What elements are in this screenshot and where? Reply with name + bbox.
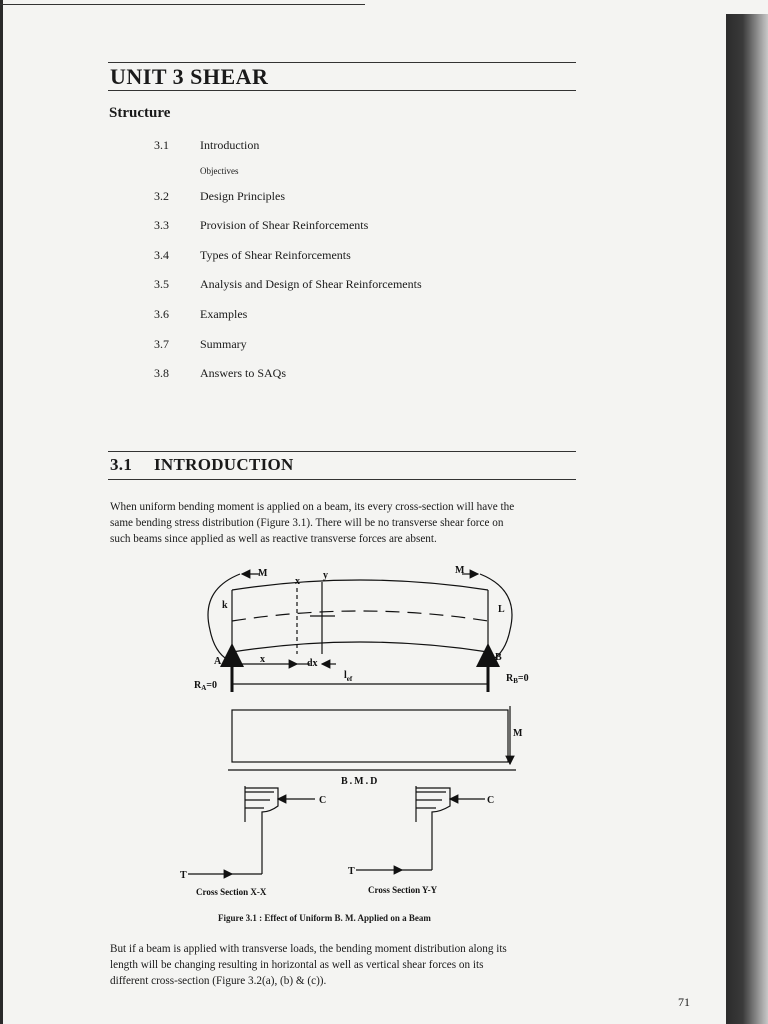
toc-title: Summary [200, 337, 247, 351]
toc-title: Introduction [200, 138, 260, 152]
figure-3-1 [170, 560, 550, 905]
moment-arc-left [208, 574, 240, 662]
section-rule-bottom [108, 479, 576, 480]
label-l: L [498, 604, 505, 615]
label-x: x [295, 576, 300, 587]
section-heading [110, 455, 294, 475]
label-effective-length: $l_{ef}$ [344, 670, 353, 683]
scan-binding-edge [726, 14, 768, 1024]
toc-number: 3.4 [154, 248, 169, 262]
toc-number: 3.8 [154, 366, 169, 380]
paragraph-line: But if a beam is applied with transverse loads, the bending moment distribution along its [110, 943, 507, 955]
section-xx-profile [245, 788, 278, 852]
toc-title: Design Principles [200, 189, 285, 203]
label-tension-right: T [348, 866, 355, 877]
label-compression-right: C [487, 795, 495, 806]
label-reaction-a: $R_A=0$ [194, 680, 217, 692]
paragraph-line: When uniform bending moment is applied on a beam, its every cross-section will have the [110, 501, 515, 513]
toc-subtitle: Objectives [200, 166, 239, 176]
scan-left-edge [0, 0, 3, 1024]
section-title: INTRODUCTION [154, 455, 294, 474]
title-rule-top [108, 62, 576, 63]
top-rule [0, 4, 365, 5]
label-y: y [323, 570, 328, 581]
section-number: 3.1 [110, 455, 133, 474]
label-a: A [214, 656, 222, 667]
label-k: k [222, 600, 228, 611]
beam-diagram [170, 560, 550, 905]
section-rule-top [108, 451, 576, 452]
body-paragraph [110, 941, 580, 989]
label-reaction-b: $R_B=0$ [506, 673, 529, 685]
label-moment-left: M [258, 568, 268, 579]
paragraph-line: such beams since applied as well as reactive transverse forces are absent. [110, 533, 437, 545]
section-yy-profile [416, 788, 450, 852]
label-cross-section-xx: Cross Section X-X [196, 887, 267, 897]
label-compression-left: C [319, 795, 327, 806]
page-number: 71 [678, 995, 690, 1009]
unit-title: UNIT 3 SHEAR [110, 64, 269, 89]
structure-heading: Structure [109, 105, 171, 121]
moment-arc-right [480, 574, 512, 662]
toc-title: Examples [200, 307, 248, 321]
toc-number: 3.7 [154, 337, 169, 351]
label-x-dimension: x [260, 654, 265, 665]
paragraph-line: same bending stress distribution (Figure 3.1). There will be no transverse shear force on [110, 517, 504, 529]
figure-caption: Figure 3.1 : Effect of Uniform B. M. Applied on a Beam [218, 913, 431, 923]
intro-paragraph [110, 499, 580, 547]
neutral-axis [232, 611, 488, 621]
label-cross-section-yy: Cross Section Y-Y [368, 885, 438, 895]
bmd-rectangle [232, 710, 508, 762]
label-bmd-moment: M [513, 728, 523, 739]
toc-title: Types of Shear Reinforcements [200, 248, 351, 262]
toc-title: Analysis and Design of Shear Reinforcements [200, 277, 422, 291]
toc-number: 3.5 [154, 277, 169, 291]
paragraph-line: length will be changing resulting in horizontal as well as vertical shear forces on its [110, 959, 484, 971]
label-tension-left: T [180, 870, 187, 881]
toc-title: Answers to SAQs [200, 366, 287, 380]
label-b: B [495, 652, 502, 663]
beam-top-edge [232, 580, 488, 590]
toc-number: 3.1 [154, 138, 169, 152]
toc-number: 3.6 [154, 307, 169, 321]
label-moment-right: M [455, 565, 465, 576]
beam-bottom-edge [232, 642, 488, 652]
toc-number: 3.3 [154, 218, 169, 232]
title-rule-bottom [108, 90, 576, 91]
label-bmd: B.M.D [341, 776, 380, 787]
toc-number: 3.2 [154, 189, 169, 203]
paragraph-line: different cross-section (Figure 3.2(a), (b) & (c)). [110, 975, 327, 987]
label-dx: dx [307, 658, 318, 669]
toc-title: Provision of Shear Reinforcements [200, 218, 369, 232]
